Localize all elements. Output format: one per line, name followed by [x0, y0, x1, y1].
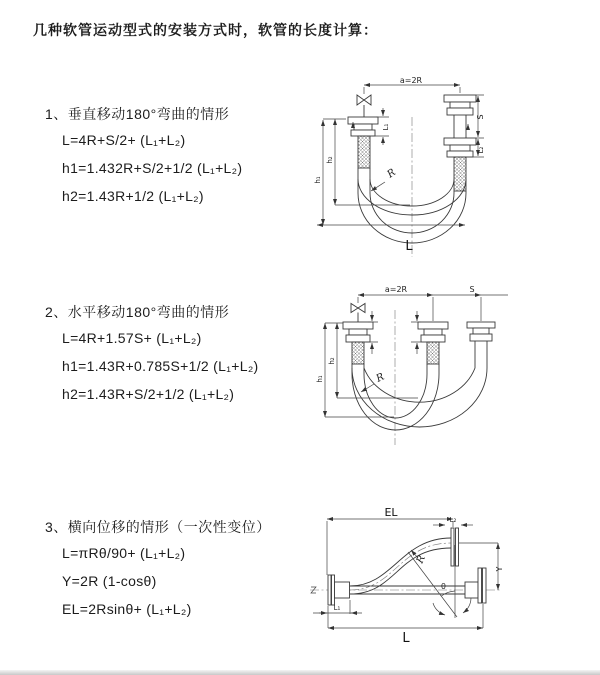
- dim-label-h1: h₁: [316, 375, 324, 383]
- formula: L=πRθ/90+ (L₁+L₂): [62, 545, 186, 561]
- dim-label-h2: h₂: [326, 156, 334, 164]
- braided-hose-section: [352, 342, 364, 364]
- braided-hose-section: [427, 342, 439, 364]
- formula: Y=2R (1-cosθ): [62, 573, 157, 589]
- hose-curve: [364, 364, 427, 418]
- dim-label-s: S: [469, 285, 475, 294]
- braided-hose-section: [358, 136, 370, 168]
- dim-label-s: S: [476, 114, 485, 120]
- hose-curve: [352, 348, 487, 427]
- formula: EL=2Rsinθ+ (L₁+L₂): [62, 601, 192, 617]
- dim-label-l: L: [402, 631, 410, 646]
- formula: h1=1.432R+S/2+1/2 (L₁+L₂): [62, 160, 243, 176]
- hose-curve: [352, 364, 439, 430]
- diagram-horizontal-180-bend: [310, 280, 590, 455]
- dimension-lines: [313, 519, 498, 628]
- formula: h2=1.43R+S/2+1/2 (L₁+L₂): [62, 386, 235, 402]
- dim-label-l2: L₂: [449, 516, 457, 524]
- diagram-lateral-displacement: [305, 505, 600, 660]
- dim-label-l1: L₁: [382, 123, 390, 131]
- section2-heading: 2、水平移动180°弯曲的情形: [45, 304, 230, 320]
- dim-label-r: R: [374, 371, 387, 385]
- angle-arc: [442, 591, 456, 596]
- hose-and-fittings: [310, 528, 500, 605]
- valve-icon: [351, 304, 365, 313]
- hose-curve: [350, 548, 451, 594]
- dim-label-a2r: a=2R: [399, 76, 423, 85]
- dim-label-y: Y: [495, 566, 504, 572]
- hose-and-fittings: [348, 95, 476, 257]
- section3-heading: 3、横向位移的情形（一次性变位）: [45, 519, 271, 535]
- dim-label-h2: h₂: [328, 357, 336, 365]
- valve-icon: [357, 95, 371, 105]
- formula: L=4R+S/2+ (L₁+L₂): [62, 132, 186, 148]
- page-edge-shadow: [0, 670, 600, 675]
- section1-heading: 1、垂直移动180°弯曲的情形: [45, 106, 230, 122]
- dim-label-theta: θ: [441, 582, 446, 591]
- formula: h2=1.43R+1/2 (L₁+L₂): [62, 188, 204, 204]
- dim-label-l2: L₂: [477, 146, 485, 154]
- formula: L=4R+1.57S+ (L₁+L₂): [62, 330, 202, 346]
- braided-hose-section: [454, 157, 466, 191]
- dim-label-l1: L₁: [333, 604, 341, 612]
- dim-label-h1: h₁: [314, 176, 322, 184]
- dim-label-l: L: [405, 239, 413, 254]
- dim-label-r: R: [385, 167, 398, 181]
- hose-curve: [350, 538, 451, 586]
- dim-label-r: R: [414, 553, 428, 566]
- page-title: 几种软管运动型式的安装方式时，软管的长度计算：: [33, 22, 378, 38]
- dim-label-a2r: a=2R: [384, 285, 408, 294]
- formula: h1=1.43R+0.785S+1/2 (L₁+L₂): [62, 358, 259, 374]
- diagram-vertical-180-bend: [310, 75, 595, 260]
- hose-and-fittings: [343, 304, 495, 446]
- dim-label-el: EL: [384, 506, 398, 519]
